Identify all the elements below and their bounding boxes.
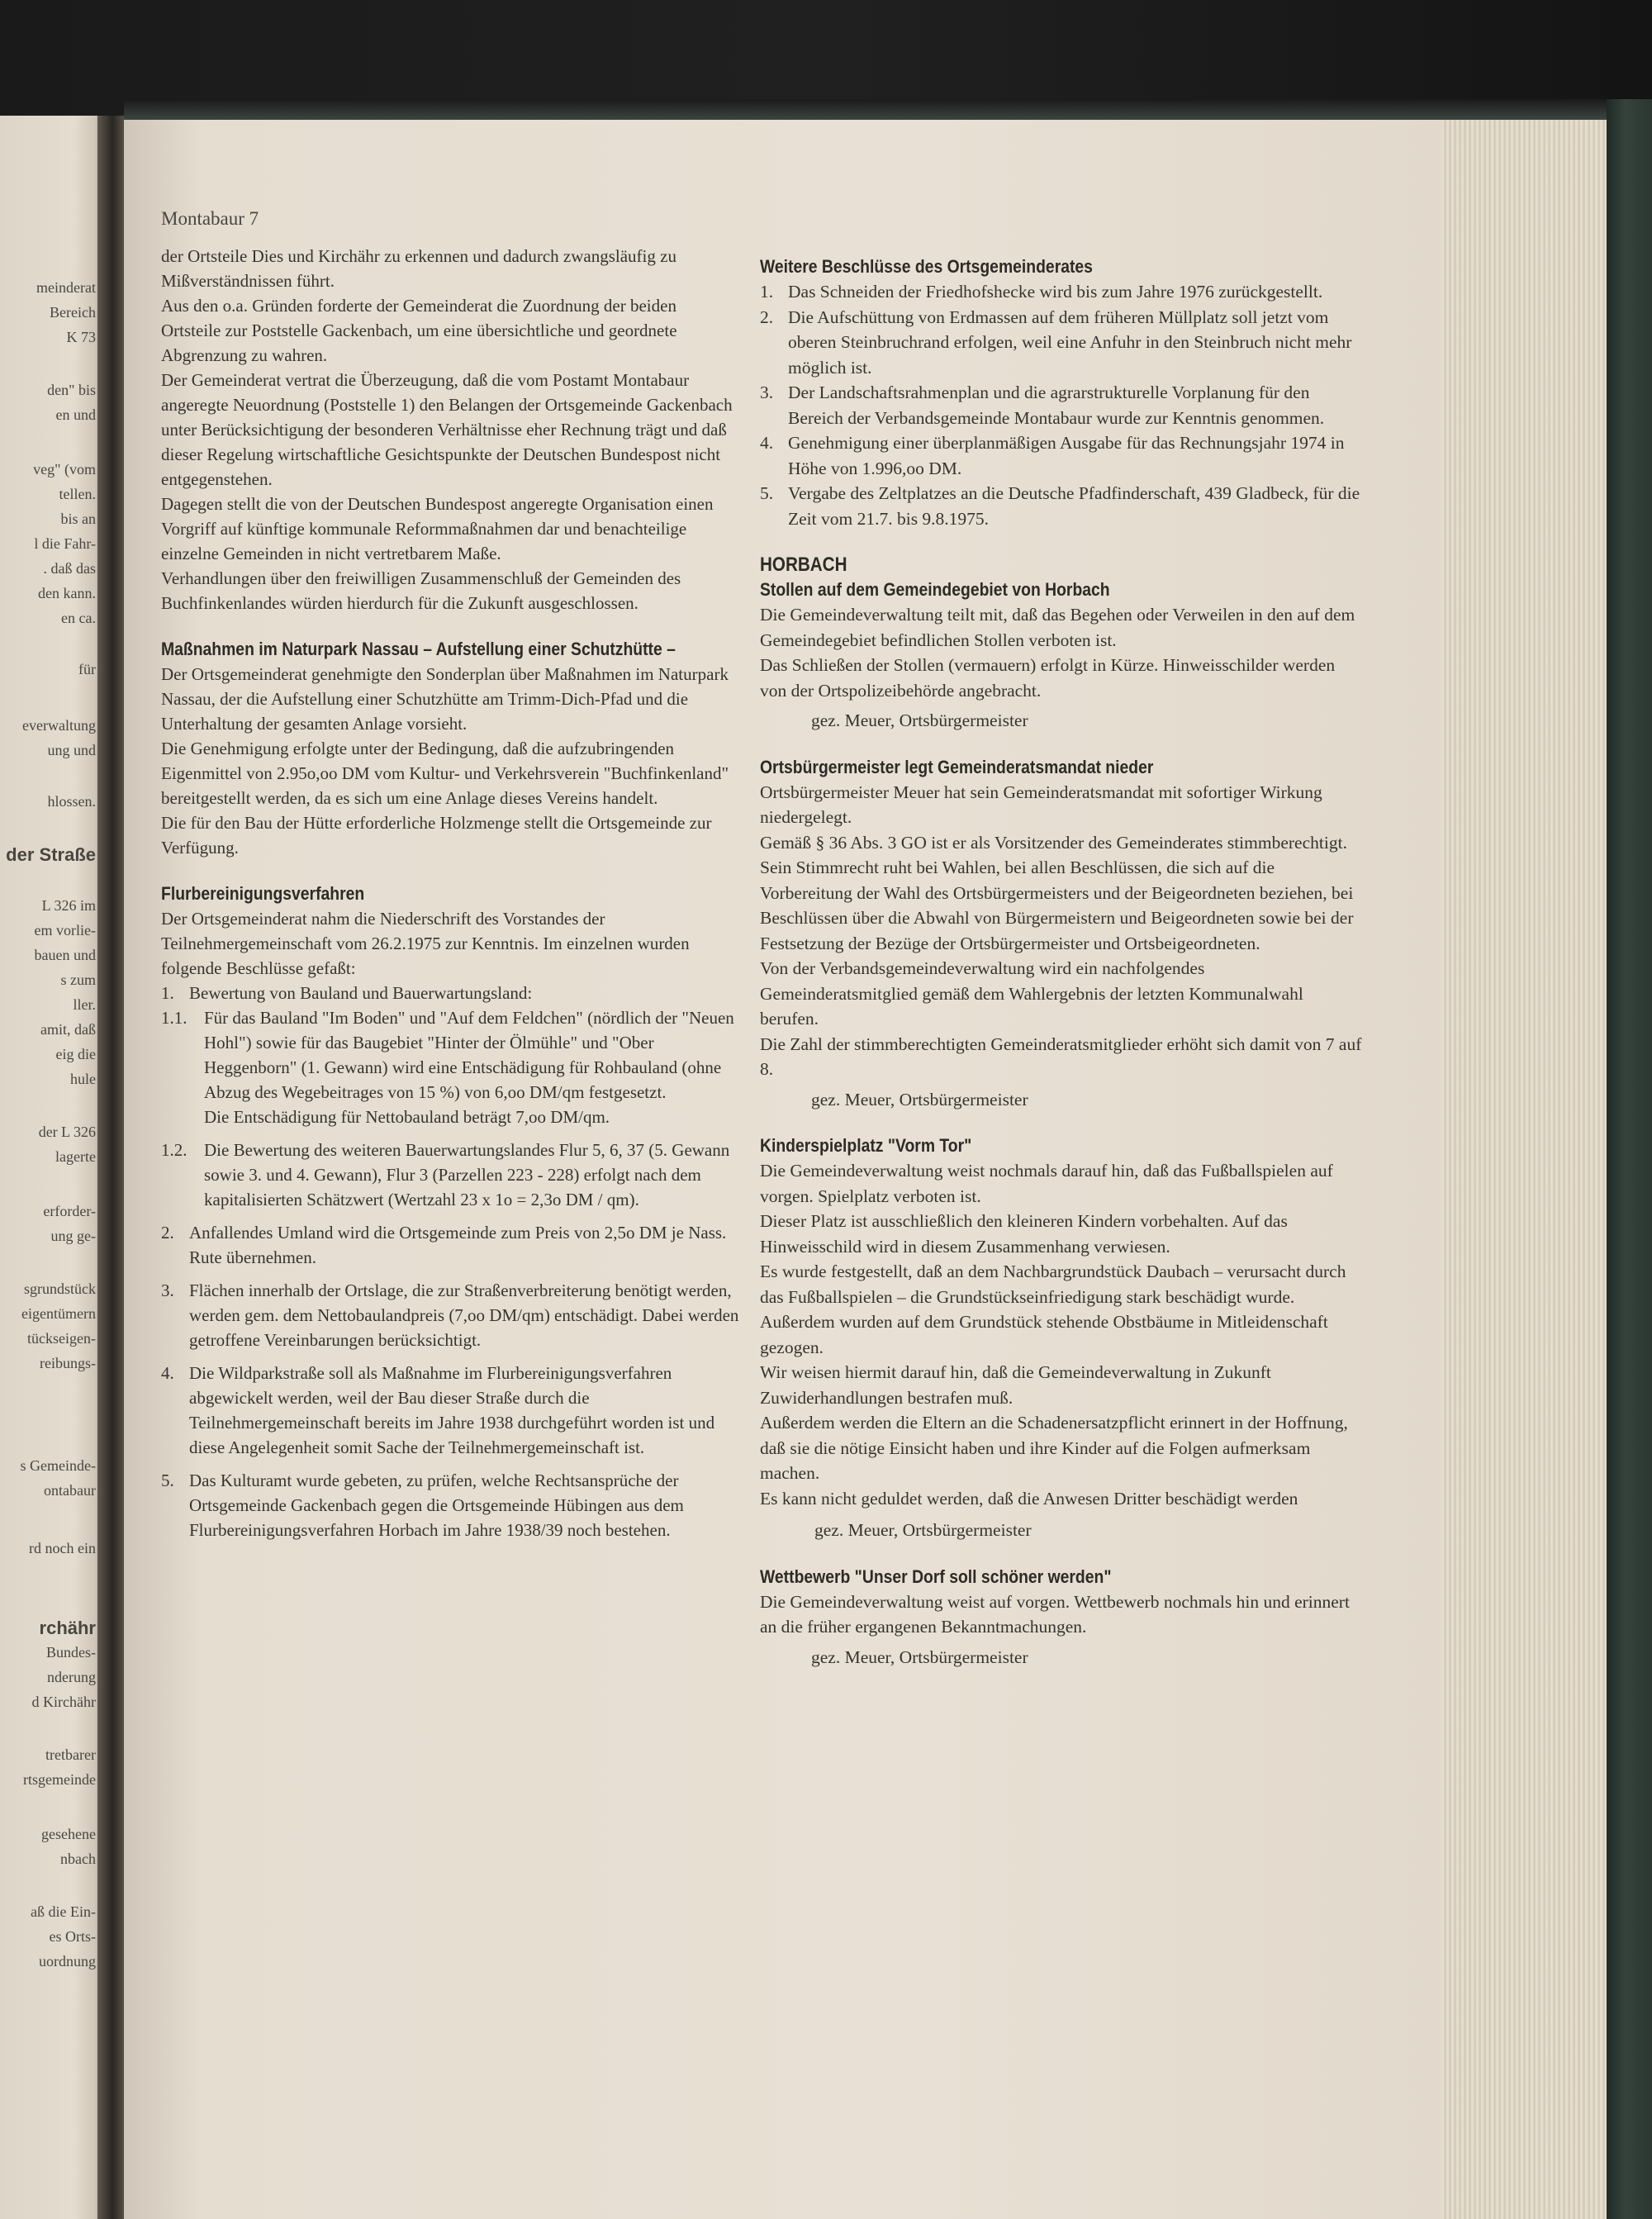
previous-page-text-fragment: für (78, 661, 96, 677)
previous-page-text-fragment: eig die (55, 1046, 96, 1062)
previous-page-text-fragment: rtsgemeinde (23, 1771, 96, 1788)
section-horbach (760, 553, 1363, 734)
paragraph: Die für den Bau der Hütte erforderliche Holzmenge stellt die Ortsgemeinde zur Verfügung. (161, 813, 712, 858)
previous-page-text-fragment: uordnung (39, 1953, 96, 1970)
paragraph: Der Ortsgemeinderat nahm die Niederschrift des Vorstandes der Teilnehmergemeinschaft vom 26.2.1975 zur Kenntnis. Im einzelnen wurden folgende Beschlüsse gefaßt: (161, 909, 690, 978)
previous-page-text-fragment: gesehene (41, 1826, 96, 1842)
previous-page-text-fragment: meinderat (36, 279, 96, 296)
previous-page-text-fragment: lagerte (55, 1148, 96, 1165)
previous-page-text-fragment: der L 326 (38, 1124, 96, 1140)
section-heading: Weitere Beschlüsse des Ortsgemeinderates (760, 256, 1093, 277)
previous-page-text-fragment: den" bis (47, 382, 96, 398)
list-item: 3. Der Landschaftsrahmenplan und die agrarstrukturelle Vorplanung für den Bereich der Verbandsgemeinde Montabaur wurde zur Kenntnis genommen. (760, 383, 1325, 428)
paragraph: Ortsbürgermeister Meuer hat sein Gemeinderatsmandat mit sofortiger Wirkung niedergelegt. (760, 782, 1322, 827)
section-naturpark (161, 637, 739, 860)
paragraph: Von der Verbandsgemeindeverwaltung wird ein nachfolgendes Gemeinderatsmitglied gemäß dem Wahlergebnis der letzten Kommunalwahl berufen. (760, 958, 1303, 1029)
list-item: 5. Vergabe des Zeltplatzes an die Deutsche Pfadfinderschaft, 439 Gladbeck, für die Zeit vom 21.7. bis 9.8.1975. (760, 483, 1360, 529)
list-item: 5. Das Kulturamt wurde gebeten, zu prüfen, welche Rechtsansprüche der Ortsgemeinde Gackenbach gegen die Ortsgemeinde Hübingen aus dem Flurbereinigungsverfahren Horbach im Jahre 1938/39 noch bestehen. (161, 1471, 684, 1540)
previous-page-text-fragment: s zum (60, 972, 96, 988)
list-item: 4. Die Wildparkstraße soll als Maßnahme im Flurbereinigungsverfahren abgewickelt werden, weil der Bau dieser Straße durch die Teilnehmergemeinschaft bereits im Jahre 1938 durchgeführt worden ist und diese Angelegenheit somit Sache der Teilnehmergemeinschaft ist. (161, 1363, 715, 1457)
list-item: 1. Das Schneiden der Friedhofshecke wird bis zum Jahre 1976 zurückgestellt. (760, 282, 1323, 302)
paragraph: Verhandlungen über den freiwilligen Zusammenschluß der Gemeinden des Buchfinkenlandes würden hierdurch für die Zukunft ausgeschlossen. (161, 568, 681, 613)
previous-page-text-fragment: d Kirchähr (31, 1694, 96, 1710)
previous-page-text-fragment: K 73 (66, 329, 96, 345)
section-weitere-beschluesse (760, 254, 1363, 531)
paragraph: Außerdem wurden auf dem Grundstück stehende Obstbäume in Mitleidenschaft gezogen. (760, 1312, 1328, 1357)
previous-page-text-fragment: tretbarer (45, 1746, 96, 1763)
previous-page-text-fragment: eigentümern (21, 1305, 96, 1322)
paragraph: Außerdem werden die Eltern an die Schadenersatzpflicht erinnert in der Hoffnung, daß sie die nötige Einsicht haben und ihre Kinder auf die Folgen aufmerksam machen. (760, 1413, 1348, 1483)
previous-page-text-fragment: em vorlie- (34, 922, 96, 938)
list-item: 2. Anfallendes Umland wird die Ortsgemeinde zum Preis von 2,5o DM je Nass. Rute übernehmen. (161, 1223, 727, 1267)
signature: gez. Meuer, Ortsbürgermeister (811, 1089, 1028, 1110)
paragraph: Die Genehmigung erfolgte unter der Bedingung, daß die aufzubringenden Eigenmittel von 2.95o,oo DM vom Kultur- und Verkehrsverein "Buchfinkenland" bereitgestellt werden, da es sich um eine Anlage dieses Vereins handelt. (161, 739, 729, 808)
list-item: 1. Bewertung von Bauland und Bauerwartungsland: (161, 983, 533, 1003)
previous-page-text-fragment: sgrundstück (24, 1281, 96, 1297)
paragraph: Die Gemeindeverwaltung weist nochmals darauf hin, daß das Fußballspielen auf vorgen. Spielplatz verboten ist. (760, 1161, 1333, 1206)
previous-page-text-fragment: ung ge- (50, 1228, 96, 1244)
paragraph: Die Zahl der stimmberechtigten Gemeinderatsmitglieder erhöht sich damit von 7 auf 8. (760, 1033, 1362, 1079)
previous-page-text-fragment: hule (70, 1071, 96, 1087)
previous-page-text-fragment: Bereich (50, 304, 96, 321)
section-flurbereinigung (161, 881, 739, 1542)
previous-page-text-fragment: reibungs- (40, 1355, 96, 1371)
page-block-edge (1441, 120, 1607, 2219)
paragraph: Die Gemeindeverwaltung weist auf vorgen. Wettbewerb nochmals hin und erinnert an die früher ergangenen Bekanntmachungen. (760, 1591, 1350, 1637)
previous-page-text-fragment: . daß das (43, 560, 96, 577)
previous-page-text-fragment: es Orts- (49, 1928, 96, 1945)
paragraph: Die Gemeindeverwaltung teilt mit, daß das Begehen oder Verweilen in den auf dem Gemeindegebiet befindlichen Stollen verboten ist. (760, 605, 1355, 650)
previous-page-text-fragment: hlossen. (47, 793, 96, 810)
previous-page-text-fragment: everwaltung (22, 717, 96, 734)
left-column (161, 244, 739, 1542)
section-heading: Ortsbürgermeister legt Gemeinderatsmandat nieder (760, 756, 1154, 777)
previous-page-text-fragment: veg" (vom (33, 461, 96, 478)
section-heading: Flurbereinigungsverfahren (161, 883, 365, 904)
book-cover-top (124, 99, 1652, 121)
section-heading: Stollen auf dem Gemeindegebiet von Horbach (760, 579, 1110, 600)
right-column (760, 254, 1363, 1670)
previous-page-text-fragment: nbach (60, 1851, 96, 1867)
page-header: Montabaur 7 (161, 208, 259, 229)
section-heading: Maßnahmen im Naturpark Nassau – Aufstellung einer Schutzhütte – (161, 639, 676, 659)
previous-page-text-fragment: nderung (47, 1669, 96, 1685)
previous-page-text-fragment: rchähr (39, 1618, 96, 1638)
previous-page-text-fragment: s Gemeinde- (20, 1457, 96, 1474)
previous-page-text-fragment: amit, daß (40, 1021, 96, 1038)
list-item: 1.1. Für das Bauland "Im Boden" und "Auf dem Feldchen" (nördlich der "Neuen Hohl") sowie für das Baugebiet "Hinter der Ölmühle" und "Ober Heggenborn" (1. Gewann) wird eine Entschädigung für Rohbauland (ohne Abzug des Wegebeitrages von 15 %) von 6,oo DM/qm festgesetzt. Die Entschädigung für Nettobauland beträgt 7,oo DM/qm. (161, 1008, 734, 1127)
previous-page-text-fragment: ller. (73, 996, 96, 1013)
list-item: 4. Genehmigung einer überplanmäßigen Ausgabe für das Rechnungsjahr 1974 in Höhe von 1.996,oo DM. (760, 433, 1345, 478)
list-item: 2. Die Aufschüttung von Erdmassen auf dem früheren Müllplatz soll jetzt vom oberen Steinbruchrand erfolgen, weil eine Anfuhr in den Steinbruch nicht mehr möglich ist. (760, 306, 1352, 378)
paragraph: Gemäß § 36 Abs. 3 GO ist er als Vorsitzender des Gemeinderates stimmberechtigt. Sein Stimmrecht ruht bei Wahlen, bei allen Beschlüssen, die sich auf die Vorbereitung der Wahl des Ortsbürgermeisters und der Beigeordneten beziehen, bei Beschlüssen über die Abwahl von Bürgermeistern und Beigeordneten sowie bei der Festsetzung der Bezüge der Ortsbürgermeister und Ortsbeigeordneten. (760, 832, 1354, 953)
paragraph: Dagegen stellt die von der Deutschen Bundespost angeregte Organisation einen Vorgriff auf künftige kommunale Reformmaßnahmen dar und benachteilige einzelne Gemeinden in nicht vertretbarem Maße. (161, 494, 714, 563)
paragraph: Wir weisen hiermit darauf hin, daß die Gemeindeverwaltung in Zukunft Zuwiderhandlungen bestrafen muß. (760, 1362, 1271, 1408)
paragraph: Es wurde festgestellt, daß an dem Nachbargrundstück Daubach – verursacht durch das Fußballspielen – die Grundstückseinfriedigung stark beschädigt wurde. (760, 1262, 1346, 1307)
previous-page-text-fragment: tückseigen- (27, 1330, 96, 1347)
section-heading: Kinderspielplatz "Vorm Tor" (760, 1135, 972, 1156)
previous-page-text-fragment: ung und (47, 742, 96, 758)
previous-page-text-fragment: L 326 im (41, 897, 96, 914)
previous-page-text-fragment: en ca. (61, 610, 96, 626)
place-heading: HORBACH (760, 554, 847, 576)
section-spielplatz (760, 1133, 1363, 1543)
previous-page-text-fragment: bauen und (34, 947, 96, 963)
previous-page-text-fragment: en und (55, 406, 96, 423)
paragraph: Der Gemeinderat vertrat die Überzeugung, daß die vom Postamt Montabaur angeregte Neuordnung (Poststelle 1) den Belangen der Ortsgemeinde Gackenbach unter Berücksichtigung der besonderen Verhältnisse eher Rechnung trägt und daß dieser Regelung wirtschaftliche Gesichtspunkte der Deutschen Bundespost nicht entgegenstehen. (161, 370, 733, 489)
list-item: 1.2. Die Bewertung des weiteren Bauerwartungslandes Flur 5, 6, 37 (5. Gewann sowie 3. und 4. Gewann), Flur 3 (Parzellen 223 - 228) erfolgt nach dem kapitalisierten Schätzwert (Wertzahl 23 x 1o = 2,3o DM / qm). (161, 1140, 730, 1209)
paragraph: Der Ortsgemeinderat genehmigte den Sonderplan über Maßnahmen im Naturpark Nassau, der die Aufstellung einer Schutzhütte am Trimm-Dich-Pfad und die Unterhaltung der gesamten Anlage vorsieht. (161, 664, 729, 734)
previous-page-text-fragment: Bundes- (46, 1644, 96, 1661)
previous-page-text-fragment: tellen. (59, 486, 96, 502)
previous-page-text-fragment: l die Fahr- (34, 535, 96, 552)
paragraph: Es kann nicht geduldet werden, daß die Anwesen Dritter beschädigt werden (760, 1488, 1298, 1509)
previous-page-text-fragment: der Straße (6, 844, 96, 865)
paragraph: Dieser Platz ist ausschließlich den kleineren Kindern vorbehalten. Auf das Hinweisschild wird in diesem Zusammenhang verwiesen. (760, 1211, 1288, 1257)
paragraph: Aus den o.a. Gründen forderte der Gemeinderat die Zuordnung der beiden Ortsteile zur Poststelle Gackenbach, um eine übersichtliche und geordnete Abgrenzung zu wahren. (161, 296, 677, 365)
previous-page-edge (0, 116, 106, 2219)
section-mandat (760, 755, 1363, 1113)
book-cover-edge (1607, 99, 1652, 2219)
paragraph: der Ortsteile Dies und Kirchähr zu erkennen und dadurch zwangsläufig zu Mißverständnissen führt. (161, 246, 676, 291)
previous-page-text-fragment: den kann. (38, 585, 96, 601)
paragraph: Das Schließen der Stollen (vermauern) erfolgt in Kürze. Hinweisschilder werden von der Ortspolizeibehörde angebracht. (760, 655, 1336, 701)
previous-page-text-fragment: rd noch ein (29, 1540, 96, 1556)
previous-page-text-fragment: aß die Ein- (31, 1903, 96, 1920)
signature: gez. Meuer, Ortsbürgermeister (811, 710, 1028, 730)
previous-page-text-fragment: ontabaur (44, 1482, 96, 1499)
previous-page-text-fragment: erforder- (43, 1203, 96, 1219)
signature: gez. Meuer, Ortsbürgermeister (811, 1646, 1028, 1667)
list-item: 3. Flächen innerhalb der Ortslage, die zur Straßenverbreiterung benötigt werden, werden gem. dem Nettobaulandpreis (7,oo DM/qm) entschädigt. Dabei werden getroffene Vereinbarungen berücksichtigt. (161, 1281, 739, 1350)
section-wettbewerb (760, 1565, 1363, 1670)
previous-page-text-fragment: bis an (60, 511, 96, 527)
section-heading: Wettbewerb "Unser Dorf soll schöner werden" (760, 1566, 1112, 1587)
signature: gez. Meuer, Ortsbürgermeister (814, 1520, 1032, 1540)
